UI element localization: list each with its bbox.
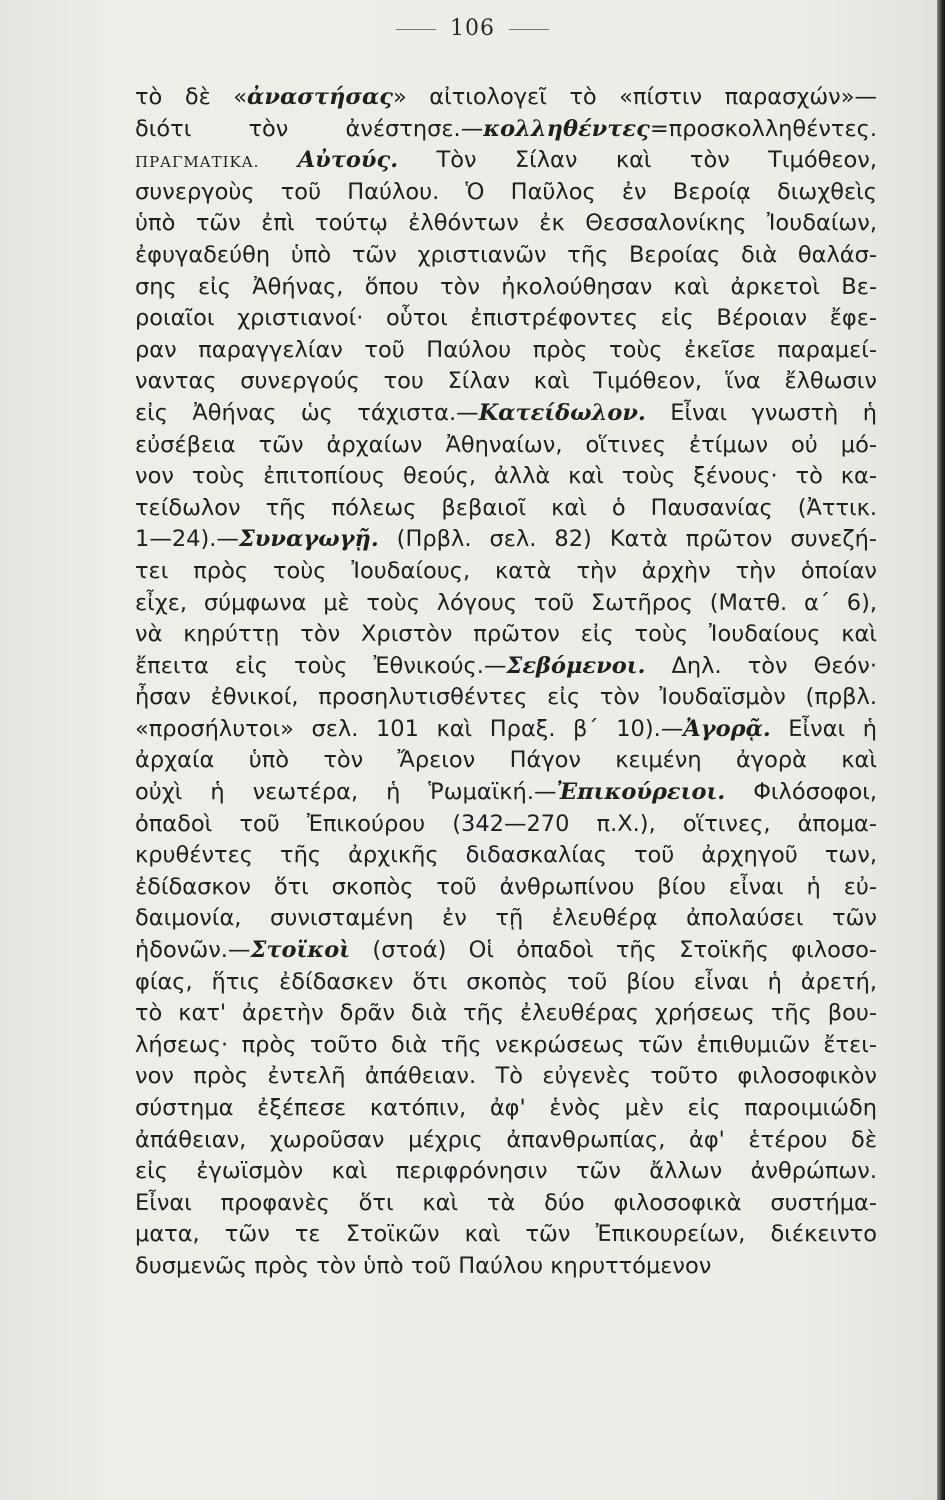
text-run: ἦσαν ἐθνικοί, προσηλυτισθέντες εἰς τὸν Ἰουδαϊσμὸν (πρβλ. [135, 684, 877, 711]
text-run [259, 147, 297, 173]
term-heading: Κατείδωλον. [478, 399, 646, 426]
text-run: συνεργοὺς τοῦ Παύλου. Ὁ Παῦλος ἐν Βεροίᾳ διωχθεὶς [135, 178, 877, 205]
text-run: «προσήλυτοι» σελ. 101 καὶ Πραξ. β΄ 10).— [135, 715, 684, 742]
text-line [135, 998, 877, 1030]
text-run: Φιλόσοφοι, [725, 779, 877, 806]
text-run: τὸ δὲ « [135, 84, 248, 110]
text-line [135, 1030, 877, 1062]
text-run: νον τοὺς ἐπιτοπίους θεούς, ἀλλὰ καὶ τοὺς ξένους· τὸ κα- [135, 463, 877, 490]
text-line [135, 82, 877, 114]
text-line [135, 619, 877, 651]
text-run: ροιαῖοι χριστιανοί· οὗτοι ἐπιστρέφοντες εἰς Βέροιαν ἔφε- [135, 305, 877, 332]
text-run: νον πρὸς ἐντελῆ ἀπάθειαν. Τὸ εὐγενὲς τοῦτο φιλοσοφικὸν [135, 1063, 877, 1090]
text-run: (Πρβλ. σελ. 82) Κατὰ πρῶτον συνεζή- [378, 526, 877, 553]
text-run: ραν παραγγελίαν τοῦ Παύλου πρὸς τοὺς ἐκεῖσε παραμεί- [135, 336, 877, 363]
text-run: Εἶναι ἡ [770, 715, 877, 742]
page-edge-shadow [937, 0, 945, 1500]
text-line [135, 461, 877, 493]
text-run: τείδωλον τῆς πόλεως βεβαιοῖ καὶ ὁ Παυσανίας (Ἀττικ. [135, 494, 877, 521]
text-line [135, 398, 877, 430]
text-line [135, 1219, 877, 1251]
text-run: Δηλ. τὸν Θεόν· [645, 652, 877, 679]
text-line [135, 935, 877, 967]
text-line [135, 177, 877, 209]
term-heading: Στοϊκοὶ [250, 937, 351, 964]
term-heading: Αὐτούς. [297, 147, 399, 174]
text-run: ματα, τῶν τε Στοϊκῶν καὶ τῶν Ἐπικουρείων, διέκειντο [135, 1221, 877, 1248]
text-line [135, 777, 877, 809]
text-run: Εἶναι γνωστὴ ἡ [645, 399, 877, 426]
term-heading: Ἐπικούρειοι. [556, 779, 726, 806]
text-run: σύστημα ἐξέπεσε κατόπιν, ἀφ' ἑνὸς μὲν εἰς παροιμιώδη [135, 1095, 877, 1121]
text-run: Εἶναι προφανὲς ὅτι καὶ τὰ δύο φιλοσοφικὰ συστήμα- [135, 1189, 877, 1216]
text-run: 1—24).— [135, 526, 239, 553]
text-run: ὑπὸ τῶν ἐπὶ τούτῳ ἐλθόντων ἐκ Θεσσαλονίκης Ἰουδαίων, [135, 210, 877, 237]
text-line [135, 651, 877, 683]
text-line [135, 714, 877, 746]
text-run: ἐδίδασκον ὅτι σκοπὸς τοῦ ἀνθρωπίνου βίου εἶναι ἡ εὐ- [135, 873, 877, 900]
text-run: εἶχε, σύμφωνα μὲ τοὺς λόγους τοῦ Σωτῆρος (Ματθ. α΄ 6), [135, 589, 877, 616]
text-line [135, 335, 877, 367]
text-run: ναντας συνεργούς του Σίλαν καὶ Τιμόθεον, ἵνα ἔλθωσιν [135, 368, 877, 395]
text-run: ὀπαδοὶ τοῦ Ἐπικούρου (342—270 π.Χ.), οἵτινες, ἀπομα- [135, 810, 877, 837]
text-run: =προσκολληθέντες. [649, 115, 877, 142]
commentary-text [135, 82, 877, 1283]
text-run: ἔπειτα εἰς τοὺς Ἐθνικούς.— [135, 652, 507, 679]
text-run: τει πρὸς τοὺς Ἰουδαίους, κατὰ τὴν ἀρχὴν τὴν ὁποίαν [135, 557, 877, 584]
text-line [135, 145, 877, 177]
text-line [135, 208, 877, 240]
header-dash-left [396, 29, 436, 30]
text-run: φίας, ἥτις ἐδίδασκεν ὅτι σκοπὸς τοῦ βίου εἶναι ἡ ἀρετή, [135, 968, 877, 995]
term-heading: Ἀγορᾷ. [683, 715, 771, 742]
page-header [0, 16, 945, 41]
text-run: (στοά) Οἱ ὀπαδοὶ τῆς Στοϊκῆς φιλοσο- [350, 937, 877, 964]
text-line [135, 303, 877, 335]
text-line [135, 872, 877, 904]
text-line [135, 745, 877, 777]
term-heading: Σεβόμενοι. [506, 652, 646, 679]
text-line [135, 809, 877, 841]
text-line [135, 840, 877, 872]
text-line [135, 588, 877, 620]
text-line [135, 1156, 877, 1188]
text-run: οὐχὶ ἡ νεωτέρα, ἡ Ῥωμαϊκή.— [135, 779, 557, 806]
text-run: ἡδονῶν.— [135, 937, 251, 964]
text-line [135, 1093, 877, 1125]
text-line [135, 240, 877, 272]
text-run: δαιμονία, συνισταμένη ἐν τῇ ἐλευθέρᾳ ἀπολαύσει τῶν [135, 905, 877, 932]
header-dash-right [509, 29, 549, 30]
text-line [135, 1125, 877, 1157]
text-line [135, 682, 877, 714]
text-run: ἐφυγαδεύθη ὑπὸ τῶν χριστιανῶν τῆς Βεροίας διὰ θαλάσ- [135, 241, 877, 268]
text-run: ἀρχαία ὑπὸ τὸν Ἄρειον Πάγον κειμένη ἀγορὰ καὶ [135, 747, 877, 774]
text-line [135, 903, 877, 935]
text-run: νὰ κηρύττῃ τὸν Χριστὸν πρῶτον εἰς τοὺς Ἰουδαίους καὶ [135, 621, 877, 648]
text-line [135, 556, 877, 588]
text-run: δυσμενῶς πρὸς τὸν ὑπὸ τοῦ Παύλου κηρυττόμενον [135, 1252, 712, 1279]
text-run: εὐσέβεια τῶν ἀρχαίων Ἀθηναίων, οἵτινες ἐτίμων οὐ μό- [135, 431, 877, 458]
text-line [135, 1061, 877, 1093]
text-line [135, 493, 877, 525]
text-run: εἰς ἐγωϊσμὸν καὶ περιφρόνησιν τῶν ἄλλων ἀνθρώπων. [135, 1158, 877, 1185]
text-line [135, 1188, 877, 1220]
text-line [135, 366, 877, 398]
text-run: κρυθέντες τῆς ἀρχικῆς διδασκαλίας τοῦ ἀρχηγοῦ των, [135, 842, 877, 869]
text-line [135, 272, 877, 304]
text-run: εἰς Ἀθήνας ὡς τάχιστα.— [135, 399, 479, 426]
text-run: διότι τὸν ἀνέστησε.— [135, 115, 484, 142]
text-line [135, 1251, 877, 1283]
term-heading: ἀναστήσας [247, 84, 393, 110]
text-line [135, 114, 877, 146]
text-run: Τὸν Σίλαν καὶ τὸν Τιμόθεον, [398, 147, 877, 174]
text-run: σης εἰς Ἀθήνας, ὅπου τὸν ἠκολούθησαν καὶ ἀρκετοὶ Βε- [135, 273, 877, 300]
text-line [135, 524, 877, 556]
text-line [135, 967, 877, 999]
text-run: τὸ κατ' ἀρετὴν δρᾶν διὰ τῆς ἐλευθέρας χρήσεως τῆς βου- [135, 1000, 877, 1027]
text-line [135, 430, 877, 462]
text-run: » αἰτιολογεῖ τὸ «πίστιν παρασχών»— [392, 84, 877, 110]
term-heading: κολληθέντες [483, 115, 650, 142]
page-number: 106 [450, 16, 495, 41]
section-label: ΠΡΑΓΜΑΤΙΚΑ. [135, 153, 260, 172]
text-run: λήσεως· πρὸς τοῦτο διὰ τῆς νεκρώσεως τῶν ἐπιθυμιῶν ἔτει- [135, 1031, 877, 1058]
term-heading: Συναγωγῇ. [238, 526, 379, 553]
text-run: ἀπάθειαν, χωροῦσαν μέχρις ἀπανθρωπίας, ἀφ' ἑτέρου δὲ [135, 1126, 877, 1153]
